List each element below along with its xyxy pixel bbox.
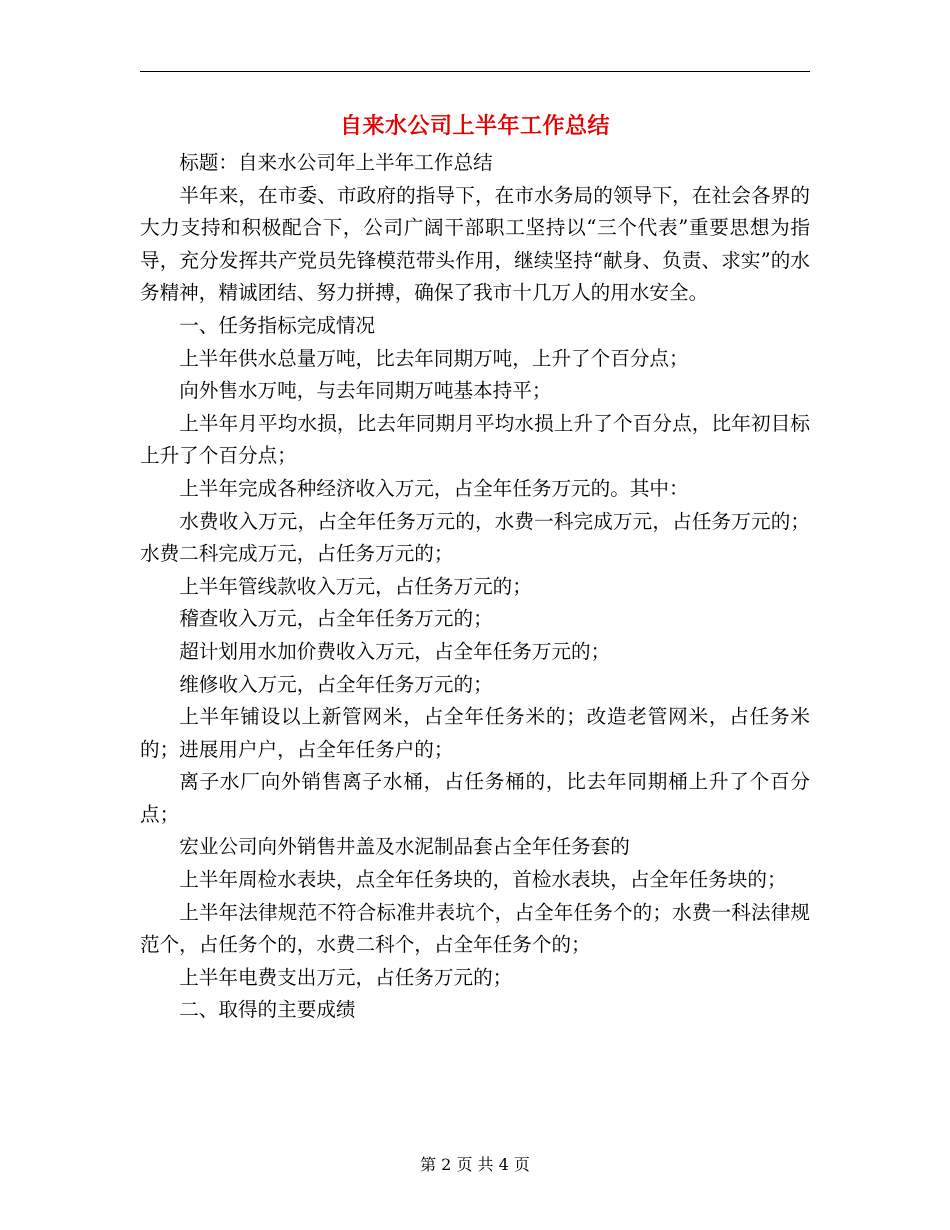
paragraph: 维修收入万元，占全年任务万元的； (179, 672, 493, 696)
document-body (140, 147, 810, 1027)
paragraph: 离子水厂向外销售离子水桶，占任务桶的，比去年同期桶上升了个百分点； (140, 770, 810, 826)
paragraph: 稽查收入万元，占全年任务万元的； (179, 607, 493, 631)
section-heading-1: 一、任务指标完成情况 (179, 313, 376, 337)
paragraph-heading-line: 标题：自来水公司年上半年工作总结 (179, 151, 493, 174)
paragraph: 向外售水万吨，与去年同期万吨基本持平； (179, 379, 552, 403)
paragraph: 上半年管线款收入万元，占任务万元的； (179, 574, 532, 598)
page-footer: 第 2 页 共 4 页 (420, 1155, 530, 1174)
paragraph: 超计划用水加价费收入万元，占全年任务万元的； (179, 639, 611, 663)
paragraph: 上半年电费支出万元，占任务万元的； (179, 965, 513, 989)
paragraph: 上半年完成各种经济收入万元，占全年任务万元的。其中： (179, 476, 689, 500)
paragraph: 上半年法律规范不符合标准井表坑个，占全年任务个的；水费一科法律规范个，占任务个的，水费二科个，占全年任务个的； (140, 900, 810, 957)
paragraph-intro: 半年来，在市委、市政府的指导下，在市水务局的领导下，在社会各界的大力支持和积极配合下，公司广阔干部职工坚持以“三个代表”重要思想为指导，充分发挥共产党员先锋模范带头作用，继续坚持“献身、负责、求实”的水务精神，精诚团结、努力拼搏，确保了我市十几万人的用水安全。 (140, 183, 810, 305)
document-title: 自来水公司上半年工作总结 (339, 113, 610, 139)
section-heading-2: 二、取得的主要成绩 (179, 998, 356, 1022)
paragraph: 水费收入万元，占全年任务万元的，水费一科完成万元，占任务万元的；水费二科完成万元，占任务万元的； (140, 509, 810, 566)
paragraph: 宏业公司向外销售井盖及水泥制品套占全年任务套的 (179, 835, 630, 859)
paragraph: 上半年铺设以上新管网米，占全年任务米的；改造老管网米，占任务米的；进展用户户，占全年任务户的； (140, 705, 810, 761)
paragraph: 上半年周检水表块，点全年任务块的，首检水表块，占全年任务块的； (179, 868, 787, 892)
header-rule (140, 71, 810, 72)
paragraph: 上半年月平均水损，比去年同期月平均水损上升了个百分点，比年初目标上升了个百分点； (140, 411, 810, 468)
paragraph: 上半年供水总量万吨，比去年同期万吨，上升了个百分点； (179, 346, 689, 370)
